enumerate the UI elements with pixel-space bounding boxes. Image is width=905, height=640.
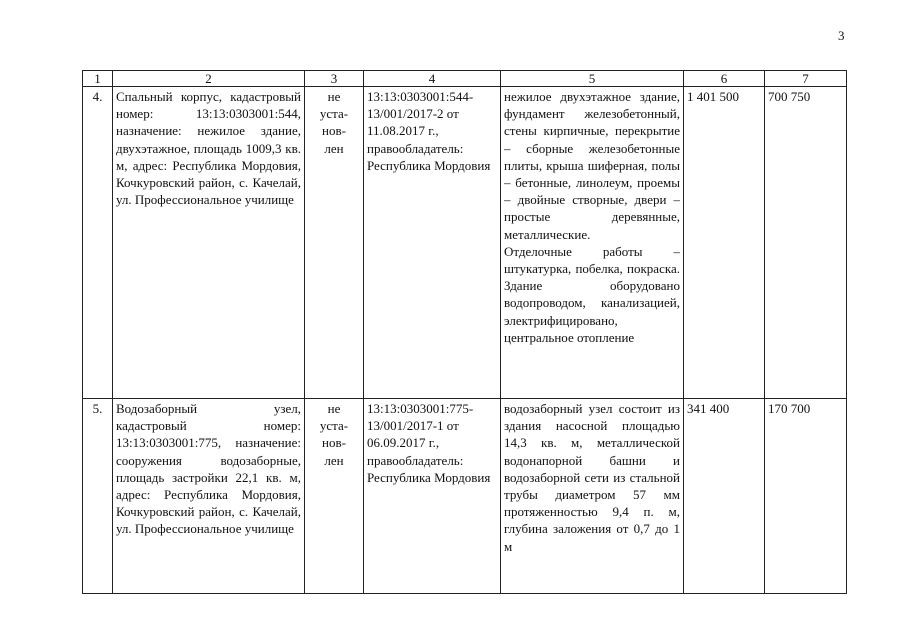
header-row bbox=[83, 71, 847, 87]
value-col-6: 1 401 500 bbox=[684, 87, 765, 399]
header-col-3: 3 bbox=[305, 71, 364, 87]
encumbrance-line: нов- bbox=[322, 435, 346, 451]
page-number: 3 bbox=[838, 28, 845, 43]
value-col-7: 700 750 bbox=[765, 87, 847, 399]
row-number: 5. bbox=[83, 399, 113, 594]
registration-info: 13:13:0303001:544-13/001/2017-2 от 11.08.2017 г., правообладатель: Республика Мордовия bbox=[364, 87, 501, 399]
description-cell bbox=[501, 399, 684, 594]
header-col-7: 7 bbox=[765, 71, 847, 87]
value-col-6: 341 400 bbox=[684, 399, 765, 594]
encumbrance-cell bbox=[305, 399, 364, 594]
encumbrance-line: уста- bbox=[319, 418, 349, 434]
table-row bbox=[83, 399, 847, 594]
encumbrance-line: лен bbox=[324, 140, 344, 156]
description-paragraph: нежилое двухэтажное здание, фундамент железобетонный, стены кирпичные, перекрытие – сборные железобетонные плиты, крыша шиферная, полы – бетонные, линолеум, проемы – двойные створные, двери – простые деревянные, металлические. bbox=[504, 89, 680, 242]
header-col-6: 6 bbox=[684, 71, 765, 87]
header-col-5: 5 bbox=[501, 71, 684, 87]
registration-info: 13:13:0303001:775-13/001/2017-1 от 06.09.2017 г., правообладатель: Республика Мордовия bbox=[364, 399, 501, 594]
description-cell bbox=[501, 87, 684, 399]
value-col-7: 170 700 bbox=[765, 399, 847, 594]
object-name: Водозаборный узел, кадастровый номер: 13:13:0303001:775, назначение: сооружения водозаборные, площадь застройки 22,1 кв. м, адрес: Республика Мордовия, Кочкуровский район, с. Качелай, ул. Профессиональное училище bbox=[113, 399, 305, 594]
encumbrance-line: лен bbox=[324, 452, 344, 468]
header-col-4: 4 bbox=[364, 71, 501, 87]
row-number: 4. bbox=[83, 87, 113, 399]
description-paragraph: водозаборный узел состоит из здания насосной площадью 14,3 кв. м, металлической водонапорной башни и водозаборной сети из стальной трубы диаметром 57 мм протяженностью 9,4 п. м, глубина заложения от 0,7 до 1 м bbox=[504, 401, 680, 554]
header-col-2: 2 bbox=[113, 71, 305, 87]
encumbrance-line: нов- bbox=[322, 123, 346, 139]
property-table bbox=[82, 70, 847, 594]
encumbrance-line: не bbox=[327, 89, 341, 104]
encumbrance-cell bbox=[305, 87, 364, 399]
encumbrance-line: не bbox=[327, 401, 341, 416]
description-paragraph: Отделочные работы – штукатурка, побелка, покраска. Здание оборудовано водопроводом, канализацией, электрифицировано, центральное отопление bbox=[504, 243, 680, 345]
object-name: Спальный корпус, кадастровый номер: 13:13:0303001:544, назначение: нежилое здание, двухэтажное, площадь 1009,3 кв. м, адрес: Республика Мордовия, Кочкуровский район, с. Качелай, ул. Профессиональное училище bbox=[113, 87, 305, 399]
header-col-1: 1 bbox=[83, 71, 113, 87]
table-row bbox=[83, 87, 847, 399]
encumbrance-line: уста- bbox=[319, 106, 349, 122]
